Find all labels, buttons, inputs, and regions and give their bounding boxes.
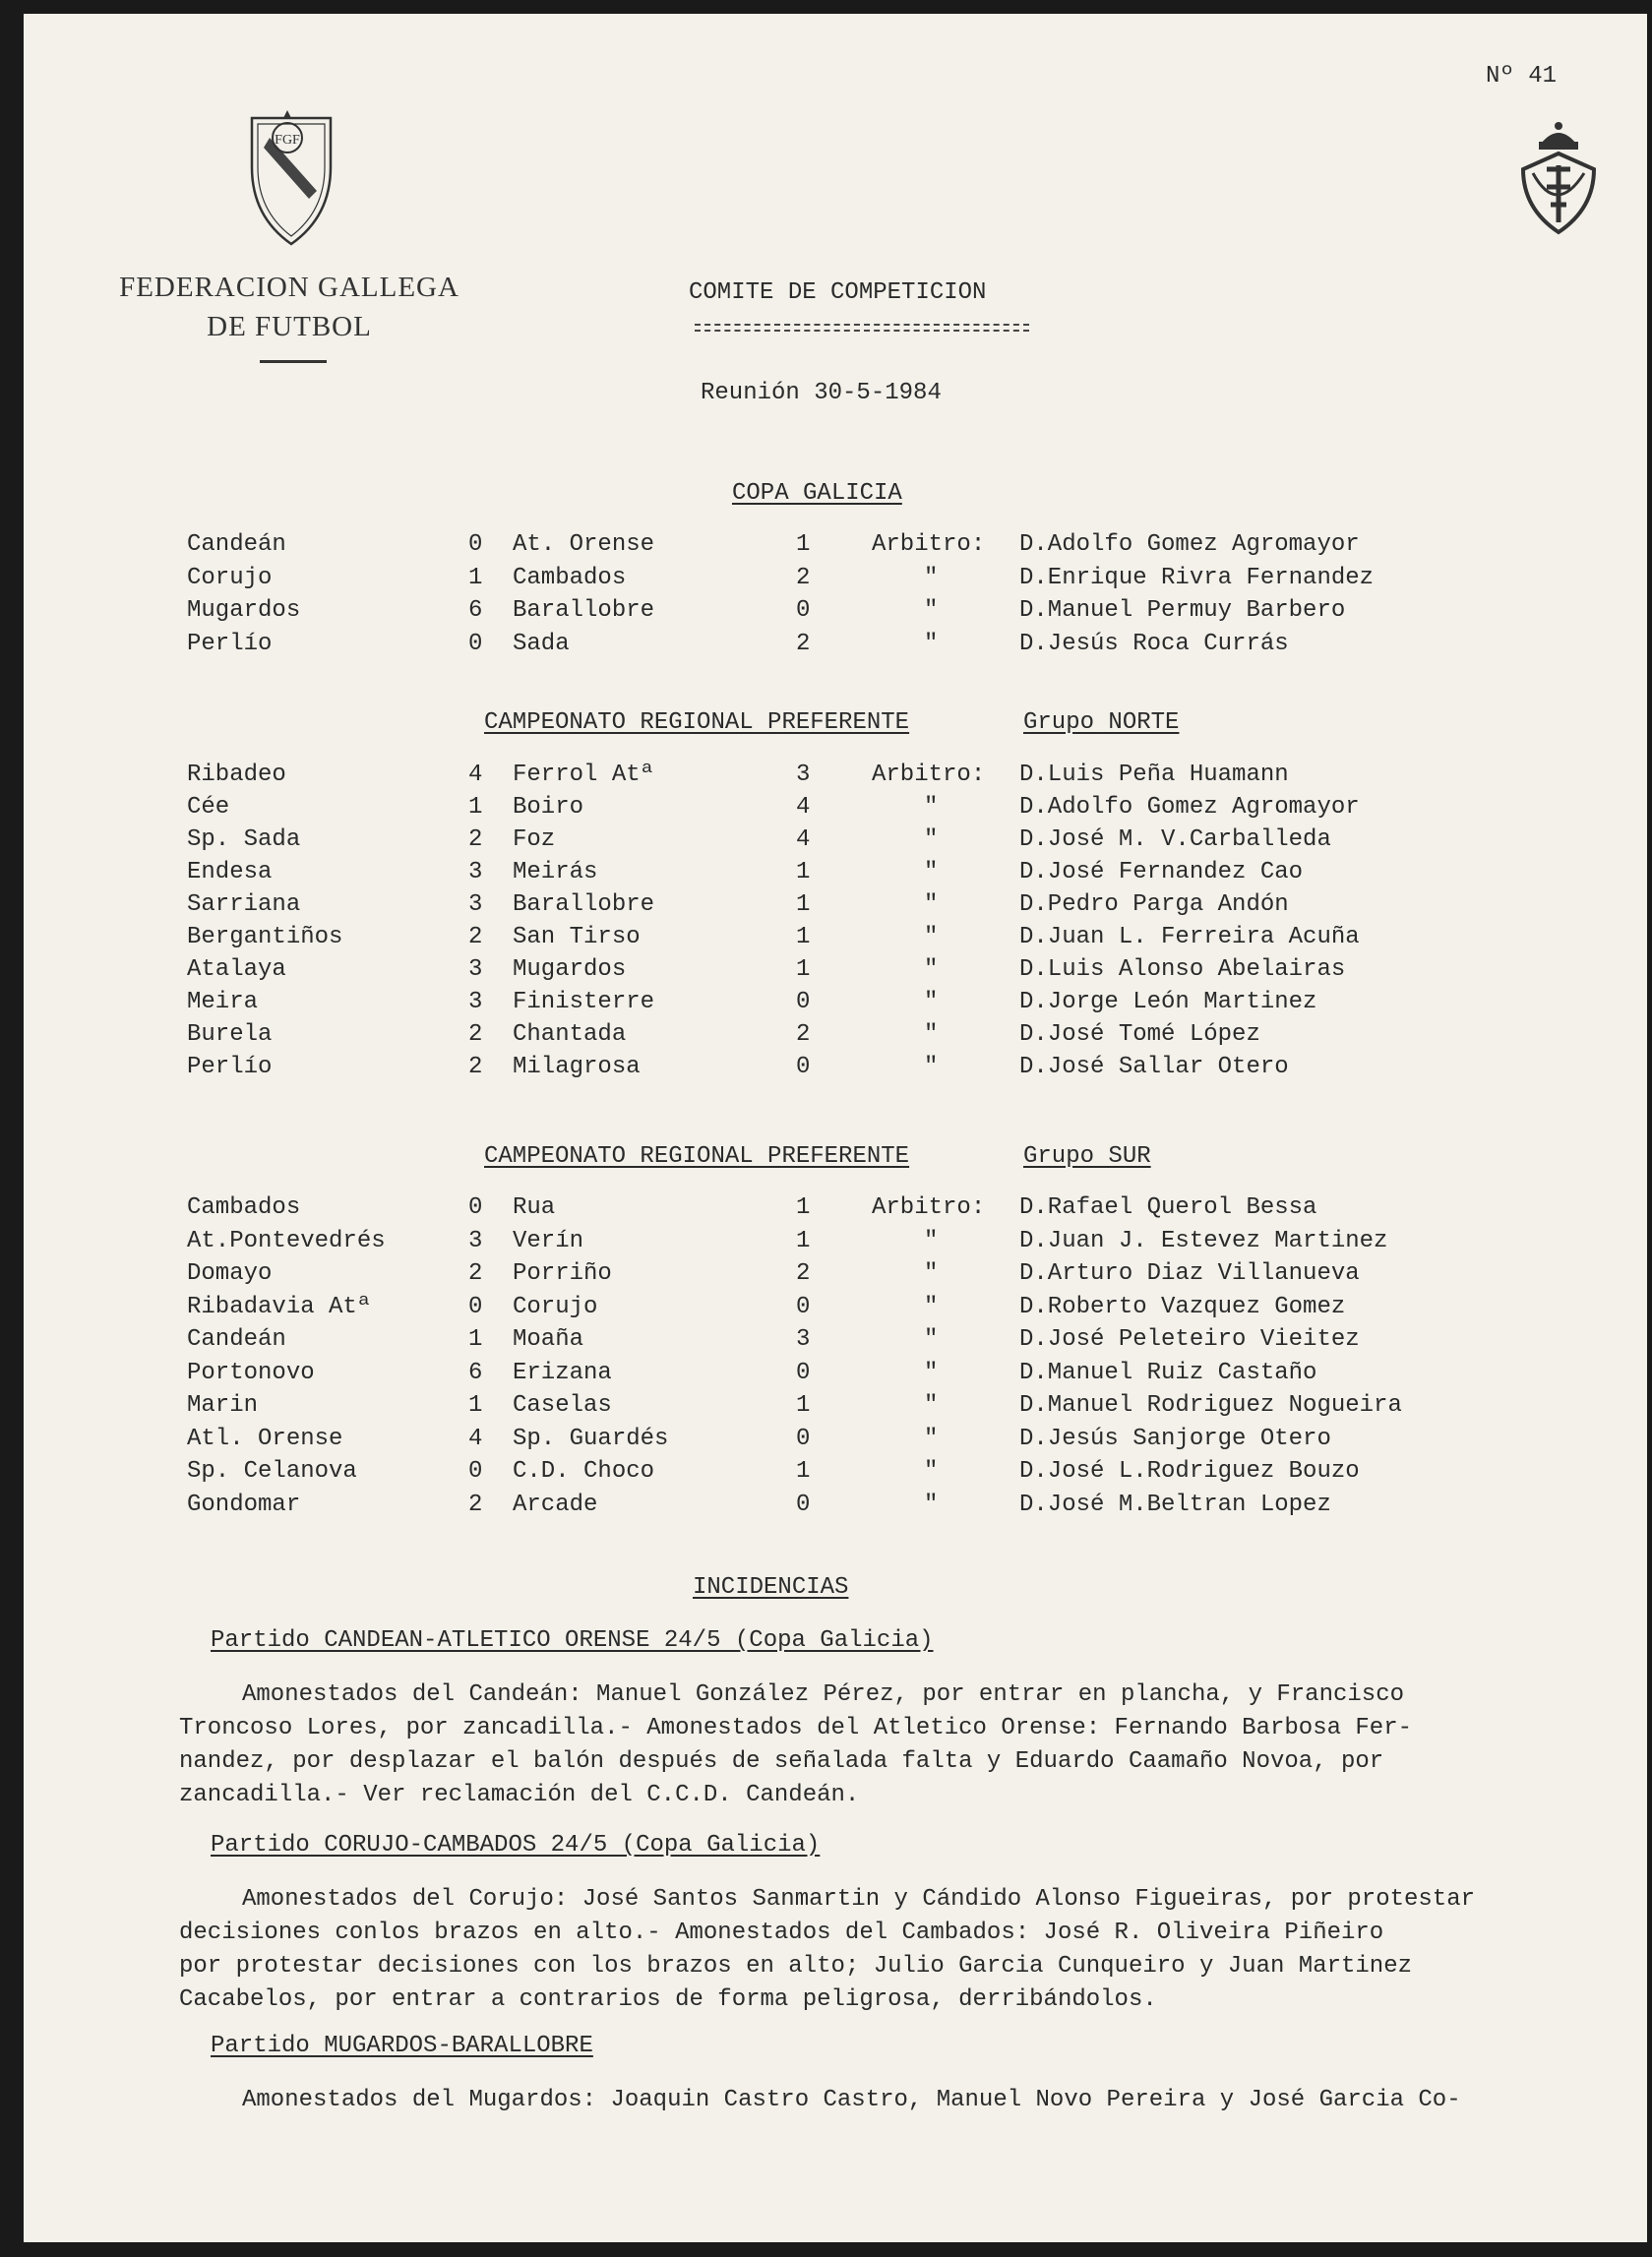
away-team: Moaña (513, 1326, 584, 1353)
incident-match-title: Partido MUGARDOS-BARALLOBRE (211, 2033, 593, 2059)
away-team: Porriño (513, 1260, 612, 1287)
home-team: Ribadeo (187, 762, 286, 788)
referee-role: " (924, 859, 939, 885)
home-team: Endesa (187, 859, 273, 885)
referee-name: D.Jesús Sanjorge Otero (1019, 1425, 1331, 1452)
referee-role: " (924, 1054, 939, 1080)
away-goals: 4 (796, 794, 811, 821)
referee-name: D.Manuel Ruiz Castaño (1019, 1359, 1317, 1386)
title-rule-top (695, 324, 1029, 326)
home-team: Cambados (187, 1194, 301, 1221)
away-goals: 1 (796, 956, 811, 983)
incident-line: Cacabelos, por entrar a contrarios de forma peligrosa, derribándolos. (179, 1986, 1157, 2013)
referee-role: " (924, 1458, 939, 1485)
referee-role: " (924, 891, 939, 918)
referee-role: " (924, 924, 939, 950)
away-goals: 1 (796, 859, 811, 885)
away-goals: 2 (796, 1260, 811, 1287)
referee-role: " (924, 794, 939, 821)
home-goals: 6 (468, 597, 483, 624)
home-goals: 3 (468, 956, 483, 983)
home-team: Corujo (187, 564, 273, 591)
referee-name: D.Juan J. Estevez Martinez (1019, 1227, 1388, 1254)
away-team: Sp. Guardés (513, 1425, 669, 1452)
referee-role: " (924, 826, 939, 853)
home-goals: 0 (468, 1194, 483, 1221)
referee-role: " (924, 956, 939, 983)
federation-line-2: DE FUTBOL (207, 311, 372, 342)
incident-line: por protestar decisiones con los brazos en alto; Julio Garcia Cunqueiro y Juan Martinez (179, 1953, 1413, 1980)
home-team: Meira (187, 989, 259, 1015)
away-goals: 3 (796, 762, 811, 788)
home-team: Domayo (187, 1260, 273, 1287)
home-goals: 0 (468, 531, 483, 558)
away-team: Milagrosa (513, 1054, 641, 1080)
home-goals: 6 (468, 1359, 483, 1386)
away-goals: 1 (796, 531, 811, 558)
away-goals: 2 (796, 630, 811, 657)
home-goals: 0 (468, 1293, 483, 1320)
referee-role: " (924, 1392, 939, 1419)
away-team: Rua (513, 1194, 556, 1221)
home-team: Candeán (187, 1326, 286, 1353)
incident-paragraph (211, 2084, 1647, 2117)
home-goals: 4 (468, 762, 483, 788)
incidents-title: INCIDENCIAS (693, 1574, 849, 1601)
referee-name: D.Pedro Parga Andón (1019, 891, 1289, 918)
referee-role: " (924, 630, 939, 657)
referee-name: D.Jesús Roca Currás (1019, 630, 1289, 657)
home-team: Perlío (187, 630, 273, 657)
incident-line: Amonestados del Mugardos: Joaquin Castro Castro, Manuel Novo Pereira y José Garcia Co- (242, 2087, 1461, 2113)
away-team: Barallobre (513, 891, 655, 918)
referee-name: D.José Peleteiro Vieitez (1019, 1326, 1360, 1353)
away-goals: 0 (796, 597, 811, 624)
referee-role: " (924, 1260, 939, 1287)
home-goals: 2 (468, 1021, 483, 1048)
away-goals: 1 (796, 891, 811, 918)
away-goals: 0 (796, 1491, 811, 1518)
home-team: Mugardos (187, 597, 301, 624)
referee-role: " (924, 1021, 939, 1048)
home-team: Atalaya (187, 956, 286, 983)
home-goals: 0 (468, 630, 483, 657)
away-team: San Tirso (513, 924, 641, 950)
away-team: C.D. Choco (513, 1458, 655, 1485)
away-team: Verín (513, 1227, 584, 1254)
home-goals: 1 (468, 564, 483, 591)
away-goals: 2 (796, 564, 811, 591)
home-team: Gondomar (187, 1491, 301, 1518)
referee-name: D.José M. V.Carballeda (1019, 826, 1331, 853)
away-goals: 1 (796, 924, 811, 950)
home-goals: 1 (468, 794, 483, 821)
away-team: Sada (513, 630, 570, 657)
referee-name: D.Adolfo Gomez Agromayor (1019, 794, 1360, 821)
home-team: Sarriana (187, 891, 301, 918)
away-goals: 3 (796, 1326, 811, 1353)
referee-name: D.José Fernandez Cao (1019, 859, 1304, 885)
incident-line: zancadilla.- Ver reclamación del C.C.D. Candeán. (179, 1782, 860, 1808)
away-team: Cambados (513, 564, 627, 591)
home-goals: 0 (468, 1458, 483, 1485)
referee-name: D.Luis Peña Huamann (1019, 762, 1289, 788)
referee-role: Arbitro: (872, 762, 986, 788)
away-goals: 0 (796, 989, 811, 1015)
home-team: Perlío (187, 1054, 273, 1080)
meeting-date: Reunión 30-5-1984 (701, 380, 942, 406)
referee-name: D.Enrique Rivra Fernandez (1019, 564, 1375, 591)
away-team: Caselas (513, 1392, 612, 1419)
away-team: Boiro (513, 794, 584, 821)
referee-role: Arbitro: (872, 1194, 986, 1221)
referee-name: D.Rafael Querol Bessa (1019, 1194, 1317, 1221)
away-team: Corujo (513, 1293, 598, 1320)
away-goals: 2 (796, 1021, 811, 1048)
incident-line: decisiones conlos brazos en alto.- Amonestados del Cambados: José R. Oliveira Piñeiro (179, 1920, 1384, 1946)
section-sur-title: CAMPEONATO REGIONAL PREFERENTE (484, 1143, 910, 1170)
home-goals: 2 (468, 1491, 483, 1518)
home-team: Ribadavia Atª (187, 1293, 372, 1320)
away-goals: 1 (796, 1194, 811, 1221)
away-team: Finisterre (513, 989, 655, 1015)
home-goals: 3 (468, 891, 483, 918)
incident-line: nandez, por desplazar el balón después de señalada falta y Eduardo Caamaño Novoa, por (179, 1748, 1384, 1775)
referee-role: " (924, 1227, 939, 1254)
referee-name: D.Jorge León Martinez (1019, 989, 1317, 1015)
referee-name: D.Luis Alonso Abelairas (1019, 956, 1346, 983)
away-team: At. Orense (513, 531, 655, 558)
incident-match-title: Partido CORUJO-CAMBADOS 24/5 (Copa Galicia) (211, 1832, 821, 1859)
home-team: Bergantiños (187, 924, 343, 950)
away-team: Ferrol Atª (513, 762, 655, 788)
referee-name: D.Adolfo Gomez Agromayor (1019, 531, 1360, 558)
section-sur-group: Grupo SUR (1023, 1143, 1151, 1170)
home-team: Sp. Celanova (187, 1458, 357, 1485)
home-team: Marin (187, 1392, 259, 1419)
referee-role: " (924, 989, 939, 1015)
away-team: Meirás (513, 859, 598, 885)
home-goals: 2 (468, 1054, 483, 1080)
referee-role: " (924, 1491, 939, 1518)
federation-divider (260, 360, 327, 363)
home-goals: 2 (468, 826, 483, 853)
section-norte-title: CAMPEONATO REGIONAL PREFERENTE (484, 709, 910, 736)
referee-role: " (924, 597, 939, 624)
referee-role: " (924, 1359, 939, 1386)
referee-name: D.Roberto Vazquez Gomez (1019, 1293, 1346, 1320)
home-goals: 1 (468, 1326, 483, 1353)
referee-name: D.Arturo Diaz Villanueva (1019, 1260, 1360, 1287)
referee-name: D.Manuel Rodriguez Nogueira (1019, 1392, 1402, 1419)
referee-role: Arbitro: (872, 531, 986, 558)
document-page (24, 14, 1647, 2242)
home-goals: 2 (468, 1260, 483, 1287)
home-team: Atl. Orense (187, 1425, 343, 1452)
home-goals: 3 (468, 859, 483, 885)
referee-name: D.Juan L. Ferreira Acuña (1019, 924, 1360, 950)
home-team: At.Pontevedrés (187, 1227, 386, 1254)
away-goals: 1 (796, 1227, 811, 1254)
referee-role: " (924, 564, 939, 591)
federation-shield-icon (248, 108, 335, 246)
away-goals: 1 (796, 1392, 811, 1419)
svg-text:FGF: FGF (275, 133, 300, 148)
referee-name: D.José M.Beltran Lopez (1019, 1491, 1331, 1518)
incident-paragraph (179, 1678, 1647, 1812)
away-goals: 0 (796, 1359, 811, 1386)
away-team: Erizana (513, 1359, 612, 1386)
away-goals: 4 (796, 826, 811, 853)
away-team: Barallobre (513, 597, 655, 624)
home-team: Portonovo (187, 1359, 315, 1386)
away-team: Arcade (513, 1491, 598, 1518)
away-goals: 0 (796, 1293, 811, 1320)
referee-name: D.José L.Rodriguez Bouzo (1019, 1458, 1360, 1485)
incident-line: Amonestados del Candeán: Manuel González Pérez, por entrar en plancha, y Francisco (242, 1681, 1404, 1708)
away-team: Foz (513, 826, 556, 853)
incident-line: Troncoso Lores, por zancadilla.- Amonestados del Atletico Orense: Fernando Barbosa Fer- (179, 1715, 1413, 1741)
home-team: Burela (187, 1021, 273, 1048)
home-team: Cée (187, 794, 230, 821)
away-team: Mugardos (513, 956, 627, 983)
incident-match-title: Partido CANDEAN-ATLETICO ORENSE 24/5 (Copa Galicia) (211, 1627, 934, 1654)
away-goals: 0 (796, 1054, 811, 1080)
referee-role: " (924, 1425, 939, 1452)
referee-name: D.José Sallar Otero (1019, 1054, 1289, 1080)
section-copa-galicia-title: COPA GALICIA (732, 480, 902, 507)
home-team: Candeán (187, 531, 286, 558)
away-team: Chantada (513, 1021, 627, 1048)
federation-name (83, 268, 496, 346)
referee-name: D.Manuel Permuy Barbero (1019, 597, 1346, 624)
page-number: Nº 41 (1486, 63, 1558, 90)
committee-title: COMITE DE COMPETICION (689, 279, 987, 306)
referee-name: D.José Tomé López (1019, 1021, 1260, 1048)
home-goals: 3 (468, 989, 483, 1015)
referee-role: " (924, 1326, 939, 1353)
referee-role: " (924, 1293, 939, 1320)
home-goals: 1 (468, 1392, 483, 1419)
away-goals: 0 (796, 1425, 811, 1452)
crowned-emblem-icon (1517, 118, 1600, 236)
away-goals: 1 (796, 1458, 811, 1485)
title-rule-bottom (695, 330, 1029, 332)
section-norte-group: Grupo NORTE (1023, 709, 1180, 736)
federation-line-1: FEDERACION GALLEGA (119, 272, 459, 303)
home-goals: 4 (468, 1425, 483, 1452)
incident-paragraph (179, 1883, 1647, 2017)
home-team: Sp. Sada (187, 826, 301, 853)
incident-line: Amonestados del Corujo: José Santos Sanmartin y Cándido Alonso Figueiras, por protestar (242, 1886, 1476, 1913)
home-goals: 3 (468, 1227, 483, 1254)
home-goals: 2 (468, 924, 483, 950)
